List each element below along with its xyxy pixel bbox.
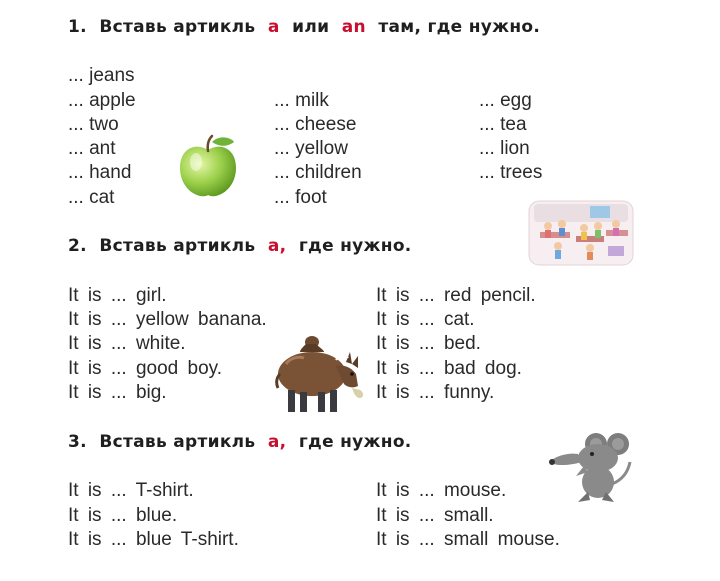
sentence-item: It is ... small. bbox=[376, 505, 494, 526]
word-item: ... trees bbox=[479, 162, 543, 183]
donkey-picture bbox=[274, 334, 366, 416]
apple-icon bbox=[176, 134, 240, 200]
sentence-item: It is ... big. bbox=[68, 382, 167, 403]
sentence-item: It is ... bad dog. bbox=[376, 358, 522, 379]
sentence-item: It is ... T-shirt. bbox=[68, 480, 194, 501]
section3-heading: 3. Вставь артикль a, где нужно. bbox=[68, 432, 412, 452]
word-item: ... hand bbox=[68, 162, 132, 183]
sentence-item: It is ... mouse. bbox=[376, 480, 507, 501]
sentence-item: It is ... bed. bbox=[376, 333, 481, 354]
classroom-picture bbox=[528, 200, 634, 266]
section1-heading: 1. Вставь артикль a или an там, где нужно. bbox=[68, 17, 541, 37]
word-item: ... tea bbox=[479, 114, 527, 135]
word-item: ... lion bbox=[479, 138, 530, 159]
sentence-item: It is ... cat. bbox=[376, 309, 475, 330]
word-item: ... milk bbox=[274, 90, 329, 111]
word-item: ... children bbox=[274, 162, 362, 183]
word-item: ... egg bbox=[479, 90, 532, 111]
word-item: ... two bbox=[68, 114, 119, 135]
sentence-item: It is ... red pencil. bbox=[376, 285, 536, 306]
sentence-item: It is ... yellow banana. bbox=[68, 309, 267, 330]
sentence-item: It is ... blue T-shirt. bbox=[68, 529, 239, 550]
word-item: ... foot bbox=[274, 187, 327, 208]
mouse-picture bbox=[548, 432, 632, 504]
word-item: ... cheese bbox=[274, 114, 357, 135]
sentence-item: It is ... blue. bbox=[68, 505, 178, 526]
sentence-item: It is ... small mouse. bbox=[376, 529, 560, 550]
word-item: ... jeans bbox=[68, 65, 135, 86]
sentence-item: It is ... good boy. bbox=[68, 358, 223, 379]
sentence-item: It is ... white. bbox=[68, 333, 186, 354]
word-item: ... apple bbox=[68, 90, 136, 111]
word-item: ... yellow bbox=[274, 138, 348, 159]
section2-heading: 2. Вставь артикль a, где нужно. bbox=[68, 236, 412, 256]
word-item: ... cat bbox=[68, 187, 115, 208]
sentence-item: It is ... funny. bbox=[376, 382, 495, 403]
sentence-item: It is ... girl. bbox=[68, 285, 167, 306]
word-item: ... ant bbox=[68, 138, 116, 159]
